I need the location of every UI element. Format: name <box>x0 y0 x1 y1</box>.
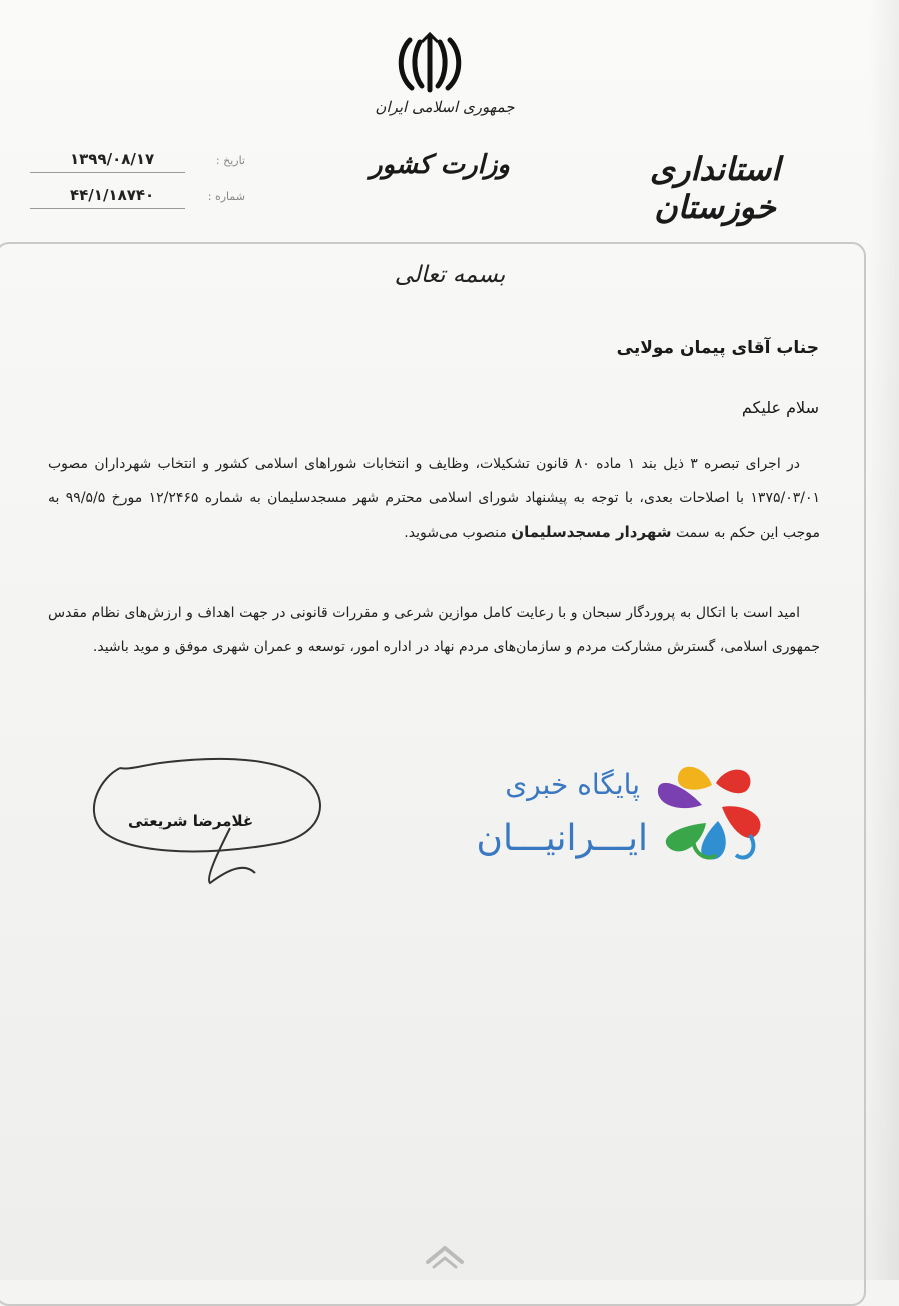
watermark-line2: ایـــرانیـــان <box>476 818 648 859</box>
watermark-line1: پایگاه خبری <box>505 768 640 801</box>
province-title: استانداری خوزستان <box>649 150 781 226</box>
date-underline <box>30 172 185 173</box>
emblem-caption: جمهوری اسلامی ایران <box>375 98 515 116</box>
iran-emblem-icon <box>392 32 468 96</box>
ministry-title: وزارت کشور <box>370 150 510 180</box>
paragraph-wishes: امید است با اتکال به پروردگار سبحان و با رعایت کامل موازین شرعی و مقررات قانونی در جهت اهداف و ارزش‌های نظام مقدس جمهوری اسلامی، گسترش مشارکت مردم و سازمان‌های مردم نهاد در اداره امور، توسعه و عمران شهری موفق و موید باشید. <box>48 605 820 655</box>
appointment-title: شهردار مسجدسلیمان <box>511 523 672 541</box>
invocation: بسمه تعالی <box>394 262 506 288</box>
number-value: ۴۴/۱/۱۸۷۴۰ <box>70 186 155 204</box>
paragraph1-end: منصوب می‌شوید. <box>404 525 507 541</box>
addressee: جناب آقای پیمان مولایی <box>616 338 819 358</box>
number-underline <box>30 208 185 209</box>
paragraph-appointment <box>48 447 820 550</box>
date-row <box>30 150 245 170</box>
number-label: شماره : <box>207 190 245 203</box>
number-row <box>30 186 245 206</box>
page-edge-shadow <box>869 0 899 1280</box>
chevron-up-icon <box>420 1240 470 1270</box>
paragraph1-text: در اجرای تبصره ۳ ذیل بند ۱ ماده ۸۰ قانون تشکیلات، وظایف و انتخابات شوراهای اسلامی کشور و انتخاب شهرداران مصوب ۱۳۷۵/۰۳/۰۱ با اصلاحات بعدی، با توجه به پیشنهاد شورای اسلامی محترم شهر مسجدسلیمان به شماره ۱۲/۲۴۶۵ مورخ ۹۹/۵/۵ به موجب این حکم به سمت <box>48 456 820 541</box>
news-logo-icon <box>650 755 775 870</box>
greeting: سلام علیکم <box>741 398 819 417</box>
date-value: ۱۳۹۹/۰۸/۱۷ <box>70 150 155 168</box>
date-label: تاریخ : <box>215 154 245 167</box>
signer-name: غلامرضا شریعتی <box>128 812 254 830</box>
